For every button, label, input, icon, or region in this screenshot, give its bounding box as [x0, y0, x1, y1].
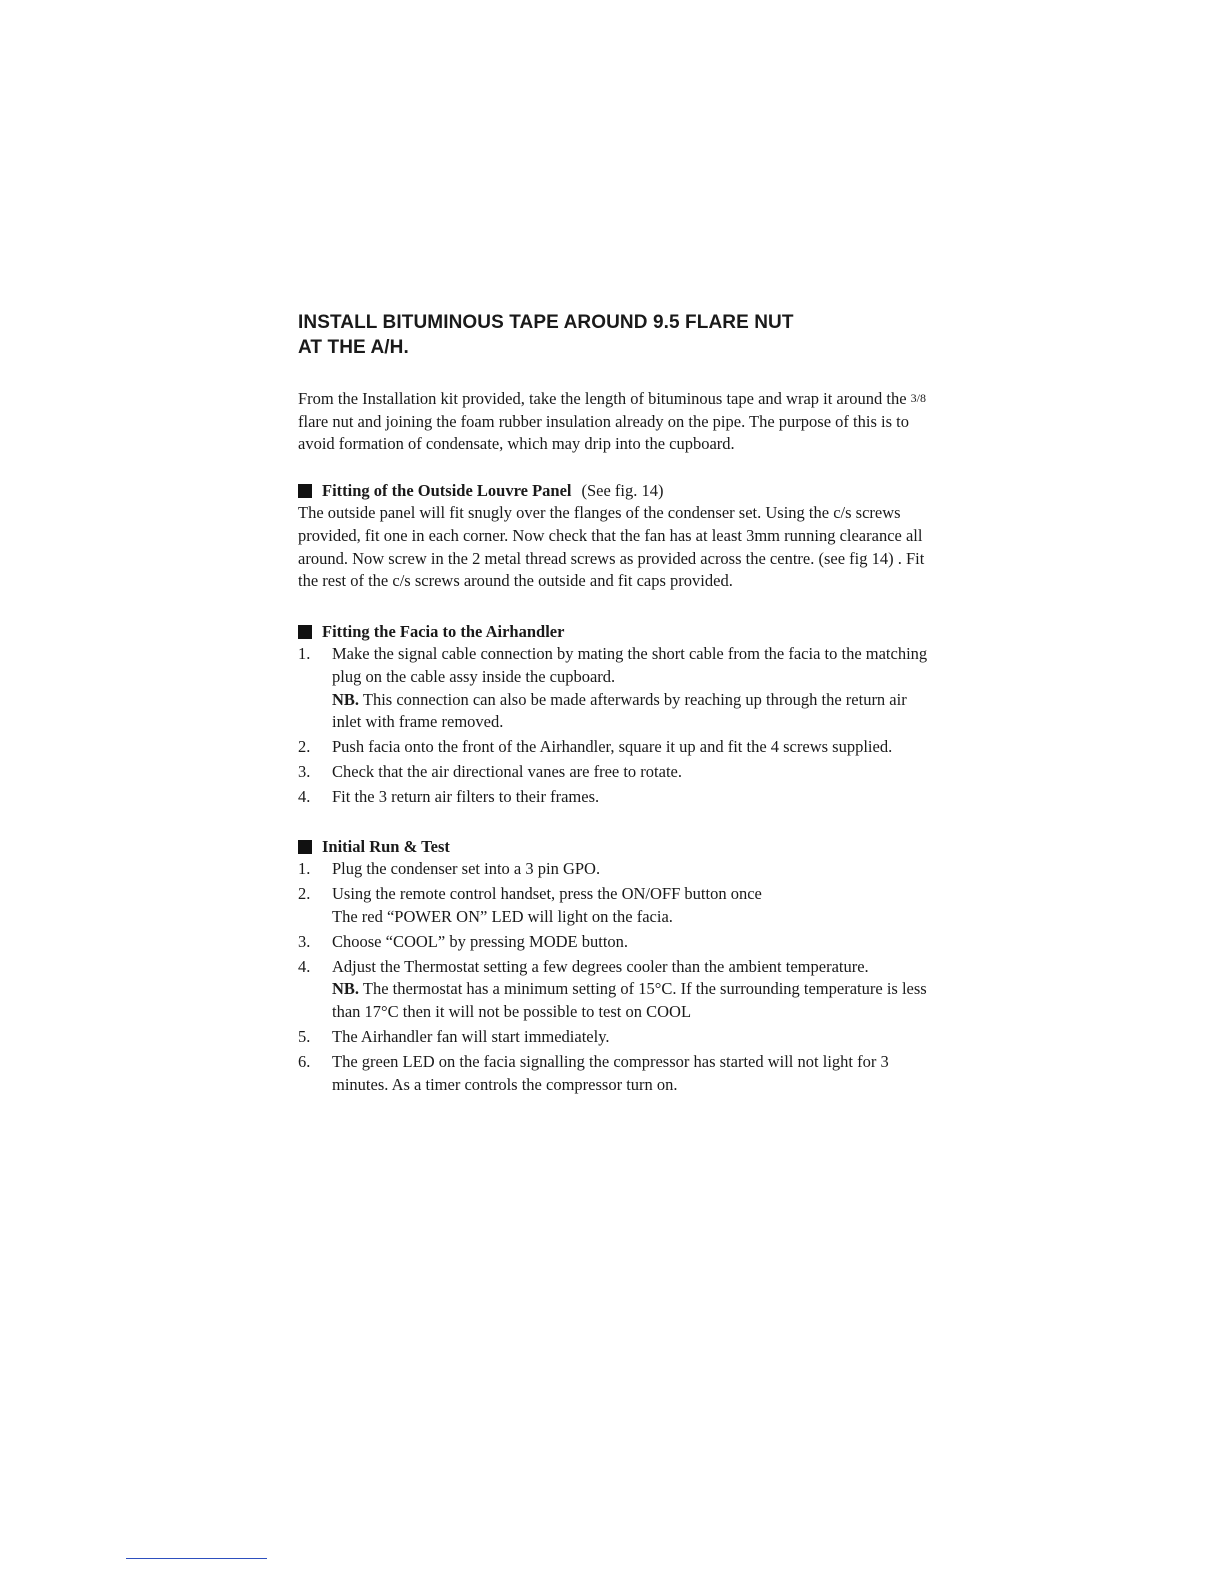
- list-item: [298, 883, 928, 928]
- step-content: [332, 956, 928, 1024]
- step-number: 3.: [298, 931, 311, 951]
- heading-line-1: INSTALL BITUMINOUS TAPE AROUND 9.5 FLARE NUT: [298, 312, 794, 333]
- heading-line-2: AT THE A/H.: [298, 337, 409, 358]
- step-text: Plug the condenser set into a 3 pin GPO.: [332, 859, 601, 879]
- document-page: [298, 310, 928, 1099]
- footer-link-underline: [126, 1558, 267, 1559]
- intro-fraction: 3/8: [910, 391, 927, 405]
- step-text: Fit the 3 return air filters to their frames.: [332, 787, 600, 807]
- list-item: [298, 956, 928, 1024]
- list-item: [298, 736, 928, 759]
- test-steps-list: [298, 858, 928, 1096]
- facia-steps-list: [298, 643, 928, 808]
- step-number: 5.: [298, 1026, 311, 1046]
- step-number: 3.: [298, 762, 311, 782]
- step-text: Push facia onto the front of the Airhandler, square it up and fit the 4 screws supplied.: [332, 737, 893, 757]
- step-number: 1.: [298, 859, 311, 879]
- nb-text: This connection can also be made afterwards by reaching up through the return air inlet with frame removed.: [332, 689, 907, 732]
- bullet-square-icon: [298, 625, 312, 639]
- list-item: [298, 858, 928, 881]
- section-test: [298, 836, 928, 1096]
- louvre-see-ref: (See fig. 14): [581, 480, 664, 500]
- list-item: [298, 786, 928, 809]
- louvre-title-text: Fitting of the Outside Louvre Panel: [322, 480, 572, 500]
- step-number: 4.: [298, 956, 311, 976]
- section-louvre-title: [298, 480, 928, 503]
- step-text: Using the remote control handset, press the ON/OFF button once: [332, 884, 762, 904]
- facia-title-text: Fitting the Facia to the Airhandler: [322, 621, 565, 641]
- page-heading: [298, 310, 928, 360]
- list-item: [298, 1051, 928, 1096]
- section-louvre: [298, 480, 928, 593]
- list-item: [298, 931, 928, 954]
- section-facia-title: [298, 621, 928, 644]
- list-item: [298, 761, 928, 784]
- section-test-title: [298, 836, 928, 859]
- step-content: [332, 643, 928, 733]
- step-text: Make the signal cable connection by mating the short cable from the facia to the matching plug on the cable assy inside the cupboard.: [332, 644, 928, 686]
- step-text: Choose “COOL” by pressing MODE button.: [332, 931, 629, 951]
- step-content: [332, 883, 928, 928]
- step-number: 1.: [298, 644, 311, 664]
- bullet-square-icon: [298, 484, 312, 498]
- section-facia: [298, 621, 928, 809]
- list-item: [298, 1026, 928, 1049]
- nb-label: NB.: [332, 689, 360, 709]
- step-number: 4.: [298, 787, 311, 807]
- nb-label: NB.: [332, 979, 360, 999]
- list-item: [298, 643, 928, 733]
- intro-text-2: flare nut and joining the foam rubber insulation already on the pipe. The purpose of this is to avoid formation of condensate, which may drip into the cupboard.: [298, 411, 909, 454]
- louvre-body: The outside panel will fit snugly over the flanges of the condenser set. Using the c/s screws provided, fit one in each corner. Now check that the fan has at least 3mm running clearance all around. Now screw in the 2 metal thread screws as provided across the centre. (see fig 14) . Fit the rest of the c/s screws around the outside and fit caps provided.: [298, 503, 925, 591]
- intro-paragraph: [298, 387, 928, 456]
- intro-text-1: From the Installation kit provided, take the length of bituminous tape and wrap it around the: [298, 389, 911, 408]
- step-number: 6.: [298, 1051, 311, 1071]
- step-text: Check that the air directional vanes are free to rotate.: [332, 762, 682, 782]
- step-number: 2.: [298, 737, 311, 757]
- step-text-2: The red “POWER ON” LED will light on the facia.: [332, 906, 673, 926]
- step-text: The Airhandler fan will start immediately.: [332, 1026, 610, 1046]
- step-number: 2.: [298, 884, 311, 904]
- nb-text: The thermostat has a minimum setting of 15°C. If the surrounding temperature is less than 17°C then it will not be possible to test on COOL: [332, 979, 927, 1021]
- bullet-square-icon: [298, 840, 312, 854]
- step-text: The green LED on the facia signalling the compressor has started will not light for 3 minutes. As a timer controls the compressor turn on.: [332, 1051, 889, 1094]
- test-title-text: Initial Run & Test: [322, 836, 450, 856]
- step-text: Adjust the Thermostat setting a few degrees cooler than the ambient temperature.: [332, 956, 869, 976]
